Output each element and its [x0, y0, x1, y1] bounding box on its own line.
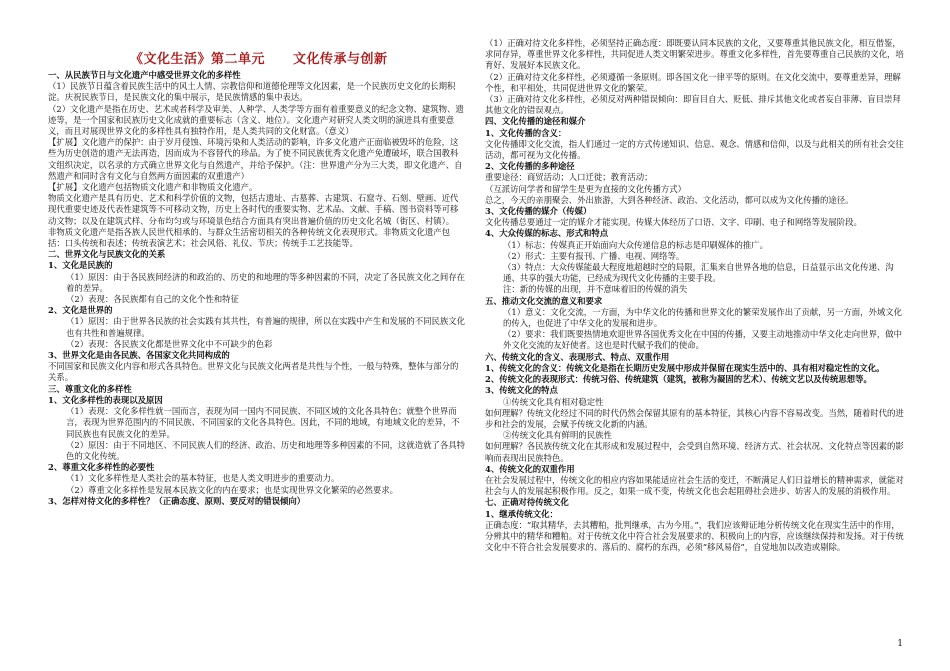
section-heading: 1、继承传统文化：	[485, 508, 558, 519]
section-heading: 1、文化是民族的	[48, 260, 113, 271]
section-heading: 2、尊重文化多样性的必要性	[48, 462, 155, 473]
paragraph: （1）表现：文化多样性就一国而言，表现为同一国内不同民族、不同区域的文化各具特色；就整个世界而言，表现为世界范围内的不同民族、不同国家的文化各具特色。因此，不同的地域，有地域文化的差异，不同民族也有民族文化的差异。	[66, 406, 460, 439]
paragraph: （2）原因：由于不同地区、不同民族人们的经济、政治、历史和地理等多种因素的不同，这就造就了各具特色的文化传统。	[66, 439, 465, 461]
paragraph: （1）原因：由于世界各民族的社会实践有其共性，有普遍的规律，所以在实践中产生和发展的不同民族文化也有共性和普遍规律。	[66, 316, 465, 338]
section-heading: 2、传统文化的表现形式：传统习俗、传统建筑（建筑，被称为凝固的艺术）、传统文艺以及传统思想等。	[485, 374, 872, 385]
paragraph: 非物质文化遗产是指各族人民世代相承的、与群众生活密切相关的各种传统文化表现形式。非物质文化遗产包括：口头传统和表述；传统表演艺术；社会风俗、礼仪、节庆；传统手工艺技能等。	[48, 226, 450, 249]
paragraph: 注：新的传媒的出现，并不意味着旧的传媒的消失	[503, 284, 688, 295]
section-heading: 2、文化传播的多种途径	[485, 161, 575, 172]
paragraph: （1）标志：传媒真正开始面向大众传递信息的标志是印刷媒体的推广。	[503, 239, 768, 250]
paragraph: （1）民族节日蕴含着民族生活中的风土人情、宗教信仰和道德伦理等文化因素，是一个民族历史文化的长期积淀。庆祝民族节日，是民族文化的集中展示，是民族情感的集中表达。	[48, 81, 456, 103]
paragraph: （3）特点：大众传媒能最大程度地超越时空的局限，汇集来自世界各地的信息，日益显示出文化传递、沟通、共享的强大功能，已经成为现代文化传播的主要手段。	[503, 262, 894, 284]
paragraph: （3）正确对待文化多样性，必须反对两种错误倾向：即盲目自大、贬低、排斥其他文化或者妄自菲薄、盲目崇拜其他文化的错误观点。	[485, 94, 901, 116]
section-heading: 1、传统文化的含义：传统文化是指在长期历史发展中形成并保留在现实生活中的、具有相对稳定性的文化。	[485, 362, 885, 373]
paragraph: 文化传播即文化交流，指人们通过一定的方式传递知识、信息、观念、情感和信仰，以及与此相关的所有社会交往活动，都可视为文化传播。	[485, 138, 904, 161]
paragraph: ①传统文化具有相对稳定性	[503, 396, 604, 407]
paragraph: ②传统文化具有鲜明的民族性	[503, 430, 612, 441]
section-heading: 4、大众传媒的标志、形式和特点	[485, 228, 609, 239]
paragraph: （1）原因：由于各民族间经济的和政治的、历史的和地理的等多种因素的不同，决定了各民族文化之间存在着的差异。	[66, 271, 465, 293]
right-column	[485, 38, 905, 553]
paragraph: 总之，今天的亲朋聚会、外出旅游，大到各种经济、政治、文化活动，都可以成为文化传播的途径。	[485, 194, 854, 205]
section-heading: 五、推动文化交流的意义和要求	[485, 295, 603, 306]
paragraph: 正确态度：“取其精华，去其糟粕，批判继承，古为今用。”，我们应该辩证地分析传统文化在现实生活中的作用，分辨其中的精华和糟粕。对于传统文化中符合社会发展要求的、积极向上的内容，应该继续保持和发扬。对于传统文化中不符合社会发展要求的、落后的、腐朽的东西，必须“移风易俗”，自觉地加以改造或剔除。	[485, 519, 904, 553]
left-column	[48, 70, 466, 507]
paragraph: （1）正确对待文化多样性，必须坚持正确态度：即既要认同本民族的文化，又要尊重其他民族文化，相互借鉴，求同存异，尊重世界文化多样性，共同促进人类文明繁荣进步。尊重文化多样性，首先要尊重自己民族的文化，培育好、发展好本民族文化。	[485, 38, 904, 71]
section-heading: 3、怎样对待文化的多样性？（正确态度、原则、要反对的错误倾向）	[48, 495, 306, 506]
paragraph: （1）意义：文化交流，一方面，为中华文化的传播和世界文化的繁荣发展作出了贡献，另一方面，外域文化的传入，也促进了中华文化的发展和进步。	[503, 306, 902, 329]
paragraph: （1）文化多样性是人类社会的基本特征，也是人类文明进步的重要动力。	[66, 473, 340, 484]
section-heading: 3、传统文化的特点	[485, 385, 558, 396]
section-heading: 一、从民族节日与文化遗产中感受世界文化的多样性	[48, 70, 241, 80]
section-heading: 1、文化传播的含义：	[485, 127, 567, 138]
paragraph: 如何理解？传统文化经过不同的时代仍然会保留其原有的基本特征，其核心内容不容易改变。当然，随着时代的进步和社会的发展，会赋予传统文化新的内涵。	[485, 407, 904, 429]
paragraph: （2）形式：主要有报刊、广播、电视、网络等。	[503, 250, 685, 261]
paragraph: （互派访问学者和留学生是更为直接的文化传播方式）	[485, 183, 686, 194]
paragraph: （2）表现：各民族都有自己的文化个性和特征	[66, 294, 239, 305]
section-heading: 4、传统文化的双重作用	[485, 463, 575, 474]
paragraph: 物质文化遗产是具有历史、艺术和科学价值的文物，包括古遗址、古墓葬、古建筑、石窟寺、石刻、壁画、近代现代重要史迹及代表性建筑等不可移动文物，历史上各时代的重要实物、艺术品、文献、手稿、图书资料等可移动文物；以及在建筑式样、分布均匀或与环境景色结合方面具有突出普遍价值的历史文化名城（街区、村镇）。	[48, 193, 459, 226]
paragraph: 文化传播总要通过一定的媒介才能实现。传媒大体经历了口语、文字、印刷、电子和网络等发展阶段。	[485, 217, 862, 228]
paragraph: （2）尊重文化多样性是发展本民族文化的内在要求；也是实现世界文化繁荣的必然要求。	[66, 484, 398, 495]
title-unit: 《文化生活》第二单元	[130, 52, 266, 67]
paragraph: 重要途径：商贸活动；人口迁徙；教育活动；	[485, 172, 653, 183]
section-heading: 3、世界文化是由各民族、各国家文化共同构成的	[48, 350, 230, 361]
paragraph: （2）文化遗产是指在历史、艺术或者科学及审美、人种学、人类学等方面有着重要意义的纪念文物、建筑物、遗迹等，是一个国家和民族历史文化成就的重要标志（含义、地位）。文化遗产对研究人类文明的演进具有重要意义，而且对展现世界文化的多样性具有独特作用，是人类共同的文化财富。（意义）	[48, 103, 464, 137]
paragraph: 【扩展】文化遗产包括物质文化遗产和非物质文化遗产。	[48, 182, 258, 193]
section-heading: 二、世界文化与民族文化的关系	[48, 249, 166, 260]
section-heading: 六、传统文化的含义、表现形式、特点、双重作用	[485, 351, 670, 362]
section-heading: 1、文化多样性的表现以及原因	[48, 394, 163, 405]
paragraph: （2）表现：各民族文化都是世界文化中不可缺少的色彩	[66, 338, 273, 349]
paragraph: 不同国家和民族文化内容和形式各具特色。世界文化与民族文化两者是共性与个性，一般与特殊，整体与部分的关系。	[48, 361, 459, 383]
section-heading: 2、文化是世界的	[48, 305, 113, 316]
page-number: 1	[897, 639, 903, 649]
section-heading: 三、尊重文化的多样性	[48, 383, 132, 394]
section-heading: 3、文化传播的媒介（传媒）	[485, 206, 592, 217]
title-topic: 文化传承与创新	[293, 52, 388, 67]
paragraph: 如何理解？各民族传统文化在其形成和发展过程中，会受到自然环境、经济方式、社会状况、文化特点等因素的影响而表现出民族特色。	[485, 441, 904, 463]
paragraph: （2）正确对待文化多样性，必须遵循一条原则。即各国文化一律平等的原则。在文化交流中，要尊重差异，理解个性，和平相处，共同促进世界文化的繁荣。	[485, 71, 901, 93]
paragraph: 【扩展】文化遗产的保护：由于岁月侵蚀、环境污染和人类活动的影响，许多文化遗产正面临被毁坏的危险，这些为历史创造的遗产无法再造，因而成为不容替代的珍品。为了使不同民族优秀文化遗产免遭破坏，联合国教科文组织决定，以名录的方式确立世界文化与自然遗产，并给予保护。（注：世界遗产分为三大类，即文化遗产、自然遗产和同时含有文化与自然两方面因素的双重遗产）	[48, 137, 463, 181]
paragraph: 在社会发展过程中，传统文化的相应内容如果能适应社会生活的变迁，不断满足人们日益增长的精神需求，就能对社会与人的发展起积极作用。反之，如果一成不变，传统文化也会起阻碍社会进步、妨害人的发展的消极作用。	[485, 474, 904, 497]
document-title	[130, 48, 388, 67]
section-heading: 四、文化传播的途径和媒介	[485, 116, 586, 127]
section-heading: 七、正确对待传统文化	[485, 497, 569, 508]
paragraph: （2）要求：我们既要热情地欢迎世界各国优秀文化在中国的传播，又要主动地推动中华文化走向世界，做中外文化交流的友好使者。这也是时代赋予我们的使命。	[503, 329, 902, 351]
